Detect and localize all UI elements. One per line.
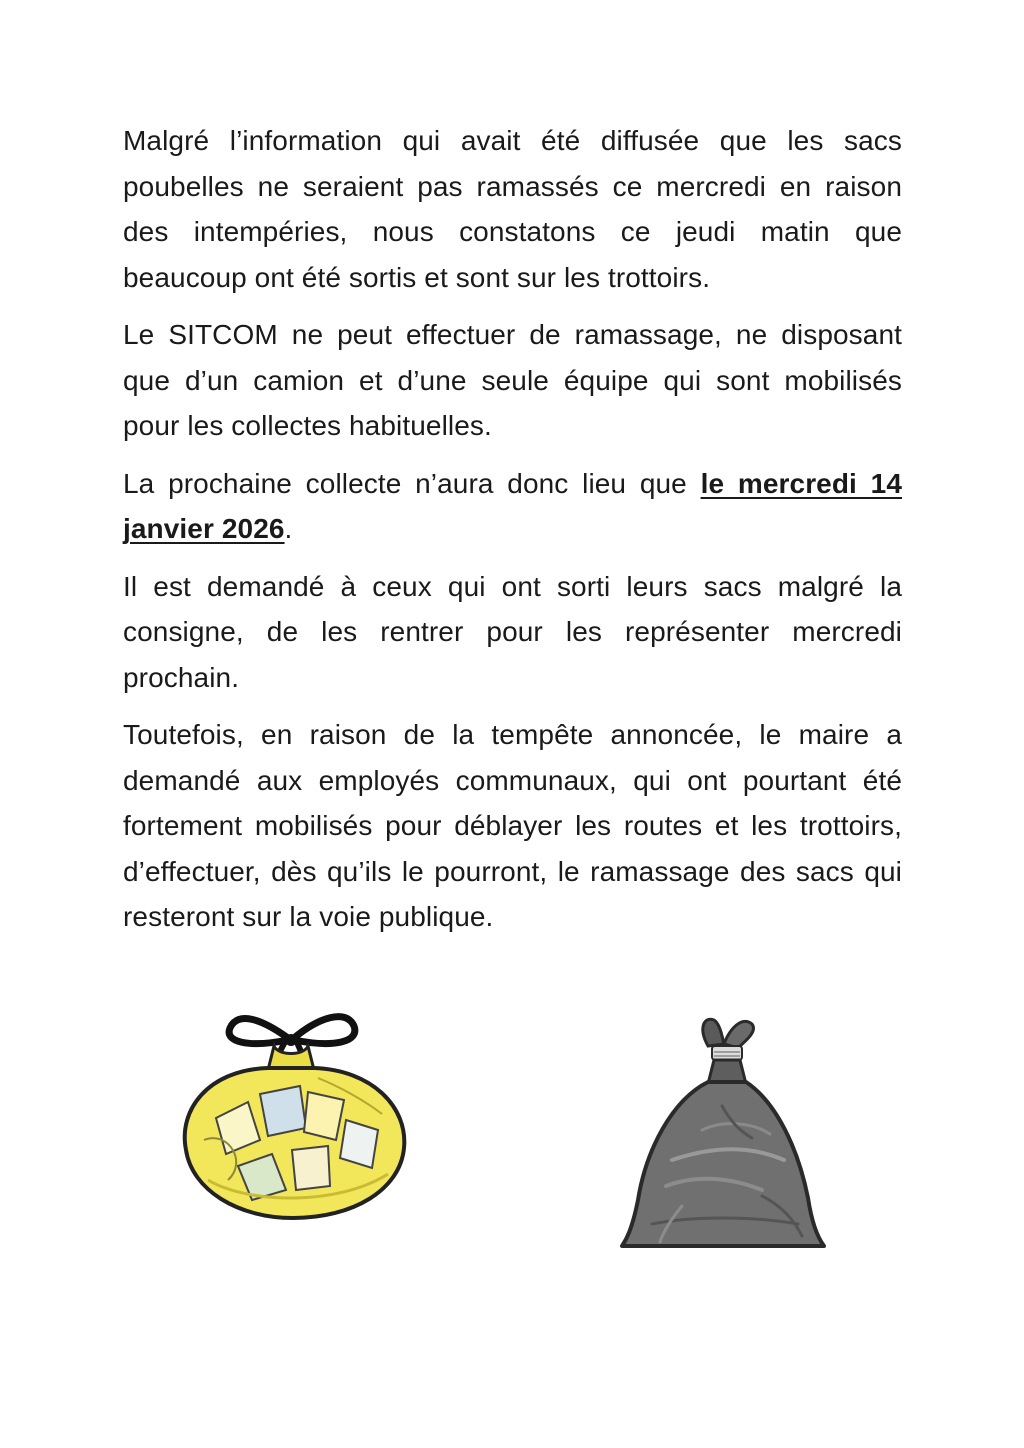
paragraph-3 bbox=[123, 461, 902, 552]
collection-date: le mercredi 14 janvier 2026 bbox=[123, 467, 903, 544]
yellow-recycling-bag-icon bbox=[168, 990, 418, 1230]
black-trash-bag-icon bbox=[612, 1010, 834, 1258]
paragraph-3-lead: La prochaine collecte n’aura donc lieu que bbox=[123, 467, 701, 499]
paragraph-1: Malgré l’information qui avait été diffusée que les sacs poubelles ne seraient pas ramassés ce mercredi en raison des intempéries, nous constatons ce jeudi matin que beaucoup ont été sortis et sont sur les trottoirs. bbox=[123, 125, 902, 293]
paragraph-2: Le SITCOM ne peut effectuer de ramassage, ne disposant que d’un camion et d’une seule équipe qui sont mobilisés pour les collectes habituelles. bbox=[123, 319, 902, 441]
paragraph-4: Il est demandé à ceux qui ont sorti leurs sacs malgré la consigne, de les rentrer pour les représenter mercredi prochain. bbox=[123, 570, 902, 693]
paragraph-3-end: . bbox=[284, 513, 293, 544]
paragraph-5: Toutefois, en raison de la tempête annoncée, le maire a demandé aux employés communaux, qui ont pourtant été fortement mobilisés pour déblayer les routes et les trottoirs, d’effectuer, dès qu’ils le pourront, le ramassage des sacs qui resteront sur la voie publique. bbox=[123, 719, 902, 932]
document-body bbox=[123, 118, 902, 952]
